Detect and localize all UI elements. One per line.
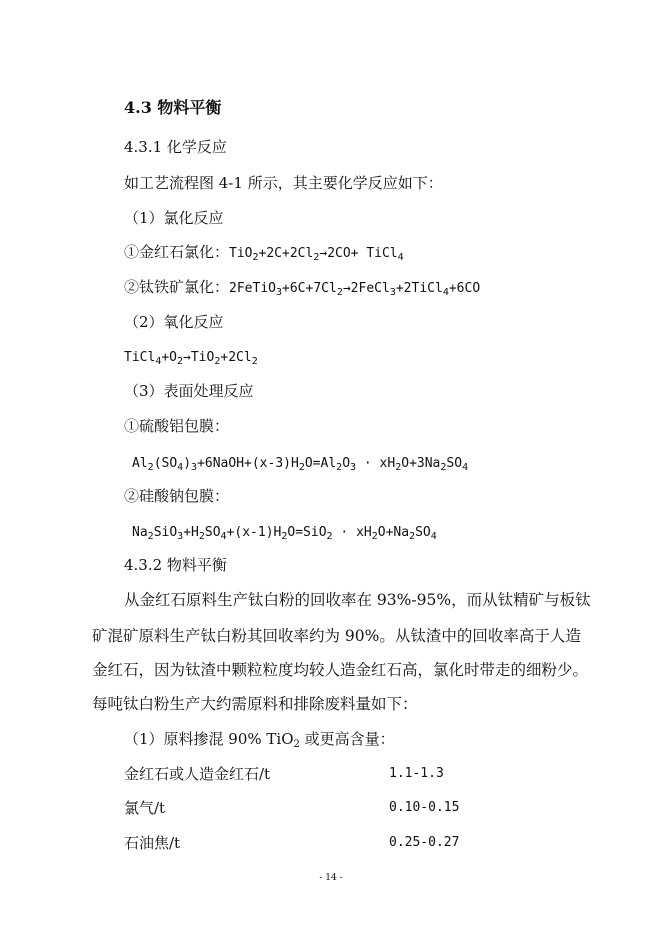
material-name: 氯气/t — [124, 799, 166, 817]
section-heading: 4.3 物料平衡 — [124, 98, 222, 117]
silicate-equation: $Na_2SiO_3+H_2SO_4+(x-1)H_2O=SiO_2 \cdot xH_2O+Na_2SO_4$ — [132, 525, 437, 542]
raw-material-title: （1）原料掺混 90% TiO$_2$ 或更高含量： — [124, 730, 395, 750]
chlorination-title: （1）氯化反应 — [124, 209, 224, 227]
rutile-equation: $TiO_2+2C+2Cl_2\to 2CO+$ TiCl$_4$ — [229, 246, 404, 263]
material-name: 石油焦/t — [124, 834, 181, 852]
material-value: 0.25-0.27 — [389, 835, 460, 850]
rutile-reaction — [124, 242, 404, 264]
subsection-title: 4.3.1 化学反应 — [124, 138, 227, 156]
alum-label: ①硫酸铝包膜： — [124, 417, 230, 435]
paragraph-line: 从金红石原料生产钛白粉的回收率在 93%-95%，而从钛精矿与板钛 — [124, 591, 591, 609]
rutile-label: ①金红石氯化： — [124, 243, 230, 261]
ilmenite-equation: $2FeTiO_3+6C+7Cl_2\to 2FeCl_3+2TiCl_4+6CO$ — [229, 281, 481, 298]
material-name: 金红石或人造金红石/t — [124, 765, 271, 783]
silicate-label: ②硅酸钠包膜： — [124, 487, 230, 505]
subsection-title-2: 4.3.2 物料平衡 — [124, 556, 227, 574]
material-value: 0.10-0.15 — [389, 800, 460, 815]
ilmenite-label: ②钛铁矿氯化： — [124, 278, 230, 296]
material-value: 1.1-1.3 — [389, 766, 444, 781]
surface-treatment-title: （3）表面处理反应 — [124, 382, 254, 400]
oxidation-title: （2）氧化反应 — [124, 313, 224, 331]
paragraph-line: 金红石，因为钛渣中颗粒粒度均较人造金红石高，氯化时带走的细粉少。 — [92, 661, 589, 679]
intro-text: 如工艺流程图 4-1 所示，其主要化学反应如下： — [124, 174, 443, 192]
ilmenite-reaction — [124, 277, 480, 299]
paragraph-line: 每吨钛白粉生产大约需原料和排除废料量如下： — [92, 695, 418, 713]
oxidation-equation: $TiCl_4+O_2\to TiO_2+2Cl_2$ — [124, 350, 258, 367]
alum-equation: $Al_2(SO_4)_3+6NaOH+(x-3)H_2O=Al_2O_3 \cdot xH_2O+3Na_2SO_4$ — [132, 456, 469, 473]
page-number: - 14 - — [319, 873, 343, 883]
paragraph-line: 矿混矿原料生产钛白粉其回收率约为 90%。从钛渣中的回收率高于人造 — [92, 627, 581, 645]
